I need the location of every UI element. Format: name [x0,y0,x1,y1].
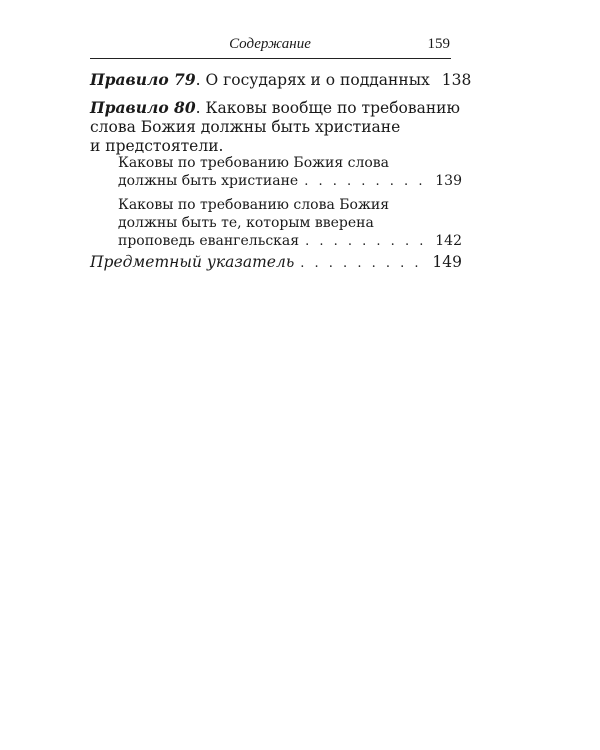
entry-title-cont: проповедь евангельская [118,233,300,249]
page-number: 159 [427,36,450,52]
entry-page: 138 [441,71,472,89]
dot-leader [300,254,426,273]
entry-title: Каковы по требованию слова Божия [118,197,390,213]
entry-title: . О государях и о подданных [195,71,430,89]
entry-title-cont: должны быть христиане [118,173,299,189]
entry-title: . Каковы вообще по требованию [195,99,461,117]
dot-leader [305,233,429,251]
entry-page: 149 [432,253,462,271]
toc-subentry-preachers[interactable] [118,196,462,251]
entry-title-cont: должны быть те, которым вверена [118,215,374,231]
toc-entry-rule-80[interactable] [90,98,462,156]
entry-label: Правило 80 [90,98,196,117]
running-title: Содержание [229,36,311,52]
entry-page: 142 [435,233,462,249]
entry-title-cont: слова Божия должны быть христиане [90,118,401,136]
entry-page: 139 [435,173,462,189]
header-rule [90,58,451,59]
toc-subentry-christians[interactable] [118,154,462,191]
toc-entry-subject-index[interactable] [90,253,462,273]
running-head [90,34,450,56]
toc-entry-rule-79[interactable] [90,70,472,91]
entry-title: Предметный указатель [90,253,295,271]
entry-label: Правило 79 [90,70,196,89]
dot-leader [304,173,429,191]
entry-title: Каковы по требованию Божия слова [118,155,390,171]
entry-title-cont: и предстоятели. [90,137,224,155]
